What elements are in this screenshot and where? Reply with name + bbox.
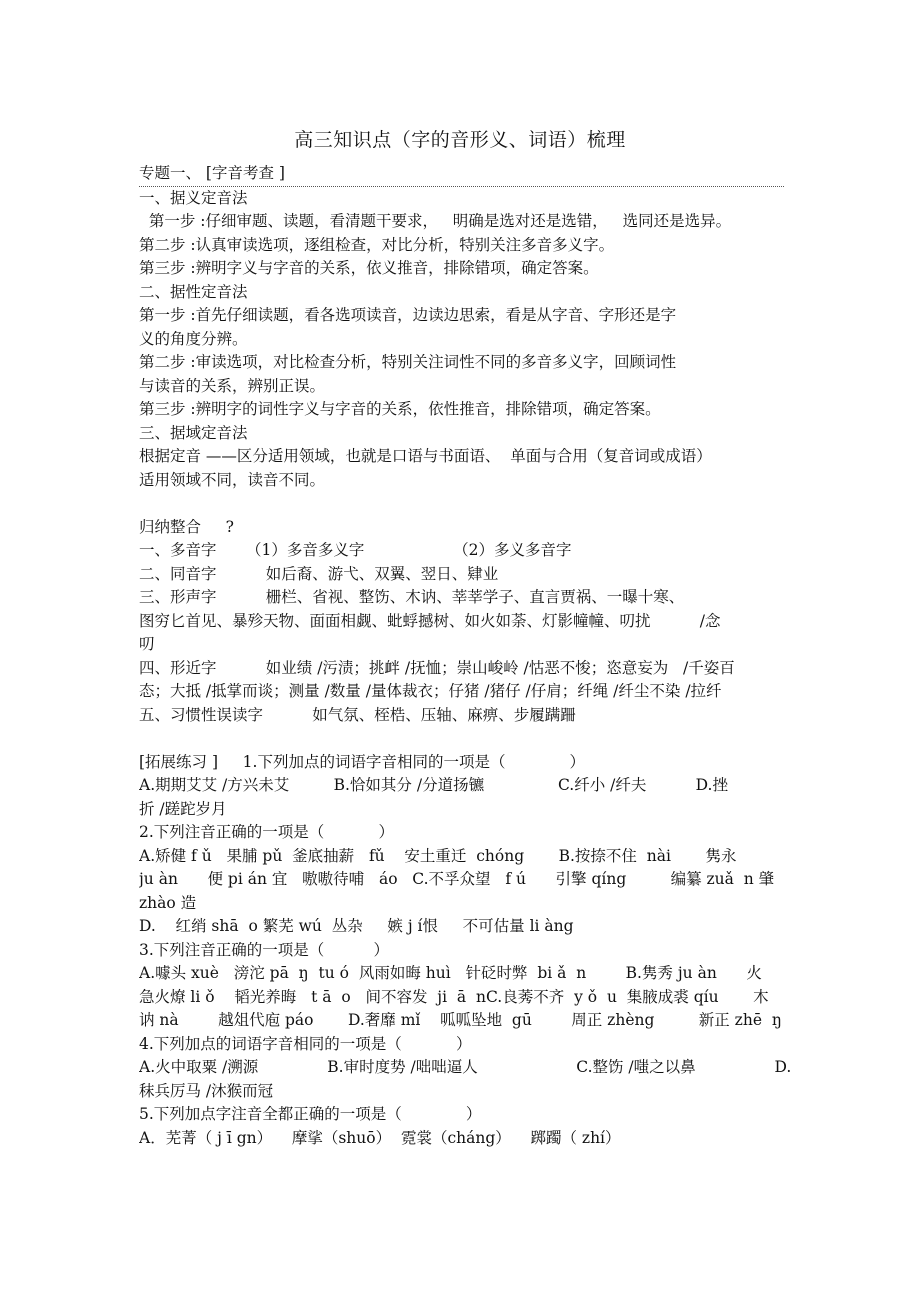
text-line: 急火燎 li ǒ 韬光养晦 t ā o 间不容发 ji ā nC.良莠不齐 y ǒ u 集腋成裘 qíu 木 [139,987,769,1006]
text-line: 折 /蹉跎岁月 [139,799,227,818]
text-line: 四、形近字 如业绩 /污渍；挑衅 /抚恤；崇山峻岭 /怙恶不悛；恣意妄为 /千姿百 [139,658,735,677]
text-line: 叨 [139,635,155,653]
text-line: 第一步 :仔细审题、读题，看清题干要求， 明确是选对还是选错， 选同还是选异。 [139,212,732,230]
text-line: 第二步 :认真审读选项，逐组检查，对比分析，特别关注多音多义字。 [139,235,615,254]
text-line: D. 红绡 shā o 繁芜 wú 丛杂 嫉 j í恨 不可估量 li àng [139,917,574,935]
text-line: 讷 nà 越俎代庖 páo D.奢靡 mǐ 呱呱坠地 gū 周正 zhèng 新正 zhē ŋ [139,1011,782,1029]
text-line: 适用领域不同，读音不同。 [139,470,326,489]
text-line: 态；大抵 /抵掌而谈；测量 /数量 /量体裁衣；仔猪 /猪仔 /仔肩；纤绳 /纤尘不染 /拉纤 [139,682,722,700]
text-line: 义的角度分辨。 [139,329,248,348]
text-line: 2.下列注音正确的一项是（ ） [139,823,394,841]
document-title: 高三知识点（字的音形义、词语）梳理 [294,129,626,151]
text-line: 3.下列注音正确的一项是（ ） [139,940,390,959]
text-line: 4.下列加点的词语字音相同的一项是（ ） [139,1034,472,1053]
text-line: A.噱头 xuè 滂沱 pā ŋ tu ó 风雨如晦 huì 针砭时弊 bi ǎ n B.隽秀 ju àn 火 [139,964,762,982]
text-line: A．芜菁（ j ī gn） 摩挲（shuō） 霓裳（cháng） 踯躅（ zhí） [139,1128,621,1147]
text-line: A.火中取粟 /溯源 B.审时度势 /咄咄逼人 C.整饬 /嗤之以鼻 D. [139,1058,791,1076]
text-line: 一、据义定音法 [139,188,248,207]
text-line: A.矫健 f ǔ 果脯 pǔ 釜底抽薪 fǔ 安土重迁 chóng B.按捺不住 nài 隽永 [139,846,737,865]
text-line: 与读音的关系，辨别正误。 [139,376,326,395]
blank-line [139,727,791,751]
text-line: 秣兵厉马 /沐猴而冠 [139,1081,274,1100]
text-line: 三、据域定音法 [139,423,248,442]
document-body [139,162,791,1150]
text-line: 图穷匕首见、暴殄天物、面面相觑、蚍蜉撼树、如火如荼、灯影幢幢、叨扰 /念 [139,611,721,630]
text-line: 5.下列加点字注音全都正确的一项是（ ） [139,1105,482,1123]
blank-line [139,492,791,516]
text-line: 一、多音字 （1）多音多义字 （2）多义多音字 [139,541,572,559]
text-line: 二、同音字 如后裔、游弋、双翼、翌日、肄业 [139,564,499,583]
text-line: 第三步 :辨明字的词性字义与字音的关系，依性推音，排除错项，确定答案。 [139,400,661,418]
text-line: 第二步 :审读选项，对比检查分析，特别关注词性不同的多音多义字，回顾词性 [139,353,677,371]
text-line: 三、形声字 栅栏、省视、整饬、木讷、莘莘学子、直言贾祸、一曝十寒、 [139,588,685,606]
text-line: 第三步 :辨明字义与字音的关系，依义推音，排除错项，确定答案。 [139,259,599,277]
text-line: ju àn 便 pi án 宜 嗷嗷待哺 áo C.不孚众望 f ú 引擎 qíng 编纂 zuǎ n 肇 [139,870,775,888]
text-line: 归纳整合 ? [139,517,234,536]
text-line: 五、习惯性误读字 如气氛、桎梏、压轴、麻痹、步履蹒跚 [139,705,576,724]
text-line: zhào 造 [139,893,197,912]
text-line: [拓展练习 ] 1.下列加点的词语字音相同的一项是（ ） [139,752,585,771]
text-line: 二、据性定音法 [139,282,248,301]
text-line: A.期期艾艾 /方兴未艾 B.恰如其分 /分道扬镳 C.纤小 /纤夫 D.挫 [139,776,728,794]
section-heading: 专题一、 [字音考查 ] [139,162,784,187]
text-line: 第一步 :首先仔细读题，看各选项读音，边读边思索，看是从字音、字形还是字 [139,306,677,324]
text-line: 根据定音 ——区分适用领域，也就是口语与书面语、 单面与合用（复音词或成语） [139,447,712,465]
